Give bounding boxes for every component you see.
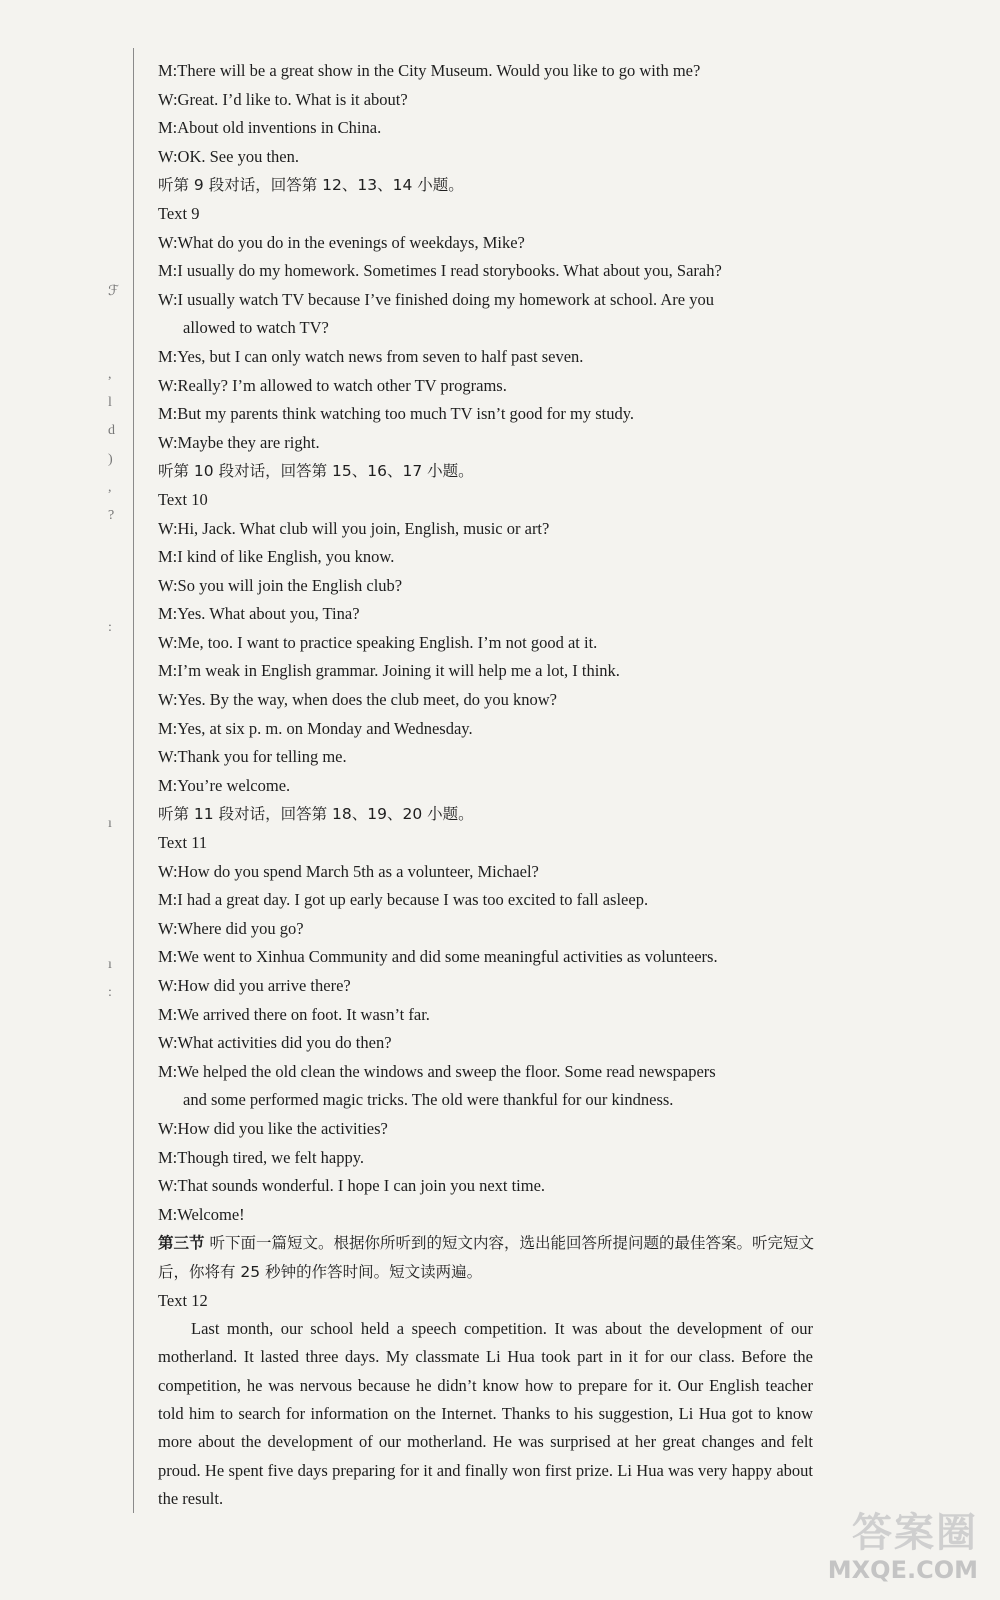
transcript-line: allowed to watch TV? — [183, 318, 329, 338]
text-12-heading: Text 12 — [158, 1290, 208, 1310]
transcript-line: Text 10 — [158, 489, 208, 509]
transcript-line: W:I usually watch TV because I’ve finished doing my homework at school. Are you — [158, 289, 714, 309]
transcript-line: W:OK. See you then. — [158, 146, 299, 166]
transcript-line: M:Welcome! — [158, 1204, 245, 1224]
transcript-line: W:How did you like the activities? — [158, 1118, 388, 1138]
transcript-line: M:I usually do my homework. Sometimes I read storybooks. What about you, Sarah? — [158, 261, 722, 281]
transcript-line: W:What do you do in the evenings of weekdays, Mike? — [158, 232, 525, 252]
section-three-text: 听下面一篇短文。根据你所听到的短文内容，选出能回答所提问题的最佳答案。听完短文后，你将有 25 秒钟的作答时间。短文读两遍。 — [158, 1234, 814, 1281]
transcript-line: M:We arrived there on foot. It wasn’t far. — [158, 1004, 430, 1024]
transcript-line: W:Maybe they are right. — [158, 432, 320, 452]
transcript-line: M:About old inventions in China. — [158, 118, 382, 138]
transcript-line: Text 11 — [158, 833, 208, 853]
transcript-line: W:Where did you go? — [158, 918, 304, 938]
transcript-line: M:Yes, but I can only watch news from seven to half past seven. — [158, 346, 584, 366]
transcript-line: M:Yes. What about you, Tina? — [158, 604, 360, 624]
listening-transcript — [158, 57, 828, 1513]
transcript-line: Text 9 — [158, 203, 200, 223]
watermark-url: MXQE.COM — [827, 1556, 978, 1584]
binding-margin-marks: ℱ , l d ) , ? : ı ı : — [108, 284, 120, 1000]
section-instruction-line: 听第 11 段对话，回答第 18、19、20 小题。 — [158, 805, 474, 824]
text-12-paragraph: Last month, our school held a speech competition. It was about the development of our motherland. It lasted three days. My classmate Li Hua took part in it for our class. Before the competition, he was nervous because he didn’t know how to prepare for it. Our English teacher told him to search for information on the Internet. Thanks to his suggestion, Li Hua got to know more about the development of our motherland. He was surprised at her great changes and felt proud. He spent five days preparing for it and finally won first prize. Li Hua was very happy about the result. — [158, 1319, 813, 1508]
transcript-line: W:What activities did you do then? — [158, 1033, 392, 1053]
transcript-line: M:I had a great day. I got up early because I was too excited to fall asleep. — [158, 890, 649, 910]
section-three-label: 第三节 — [158, 1234, 205, 1253]
transcript-line: W:Yes. By the way, when does the club meet, do you know? — [158, 690, 557, 710]
section-instruction-line: 听第 10 段对话，回答第 15、16、17 小题。 — [158, 462, 474, 481]
transcript-line: M:You’re welcome. — [158, 775, 291, 795]
transcript-line: W:That sounds wonderful. I hope I can join you next time. — [158, 1176, 546, 1196]
transcript-line: and some performed magic tricks. The old were thankful for our kindness. — [183, 1090, 674, 1110]
transcript-line: M:But my parents think watching too much TV isn’t good for my study. — [158, 404, 635, 424]
transcript-line: W:Really? I’m allowed to watch other TV programs. — [158, 375, 507, 395]
transcript-line: M:Though tired, we felt happy. — [158, 1147, 365, 1167]
watermark-logo — [798, 1510, 978, 1592]
transcript-line: M:We went to Xinhua Community and did some meaningful activities as volunteers. — [158, 947, 718, 967]
transcript-line: M:I’m weak in English grammar. Joining it will help me a lot, I think. — [158, 661, 620, 681]
transcript-line: W:Me, too. I want to practice speaking English. I’m not good at it. — [158, 632, 598, 652]
binding-margin-line — [133, 48, 134, 1513]
section-instruction-line: 听第 9 段对话，回答第 12、13、14 小题。 — [158, 176, 464, 195]
transcript-line: W:So you will join the English club? — [158, 575, 403, 595]
transcript-line: M:There will be a great show in the City Museum. Would you like to go with me? — [158, 61, 701, 80]
transcript-line: M:Yes, at six p. m. on Monday and Wednesday. — [158, 718, 473, 738]
transcript-line: W:Hi, Jack. What club will you join, English, music or art? — [158, 518, 550, 538]
watermark-logo-text: 答案圈 — [852, 1510, 978, 1556]
transcript-line: M:We helped the old clean the windows and sweep the floor. Some read newspapers — [158, 1061, 716, 1081]
transcript-line: W:How did you arrive there? — [158, 976, 351, 995]
transcript-line: M:I kind of like English, you know. — [158, 547, 395, 567]
transcript-line: W:Thank you for telling me. — [158, 747, 347, 767]
transcript-line: W:How do you spend March 5th as a volunteer, Michael? — [158, 861, 539, 881]
dialogue-lines — [158, 57, 828, 1229]
transcript-line: W:Great. I’d like to. What is it about? — [158, 89, 408, 109]
section-three-instruction — [158, 1229, 828, 1286]
